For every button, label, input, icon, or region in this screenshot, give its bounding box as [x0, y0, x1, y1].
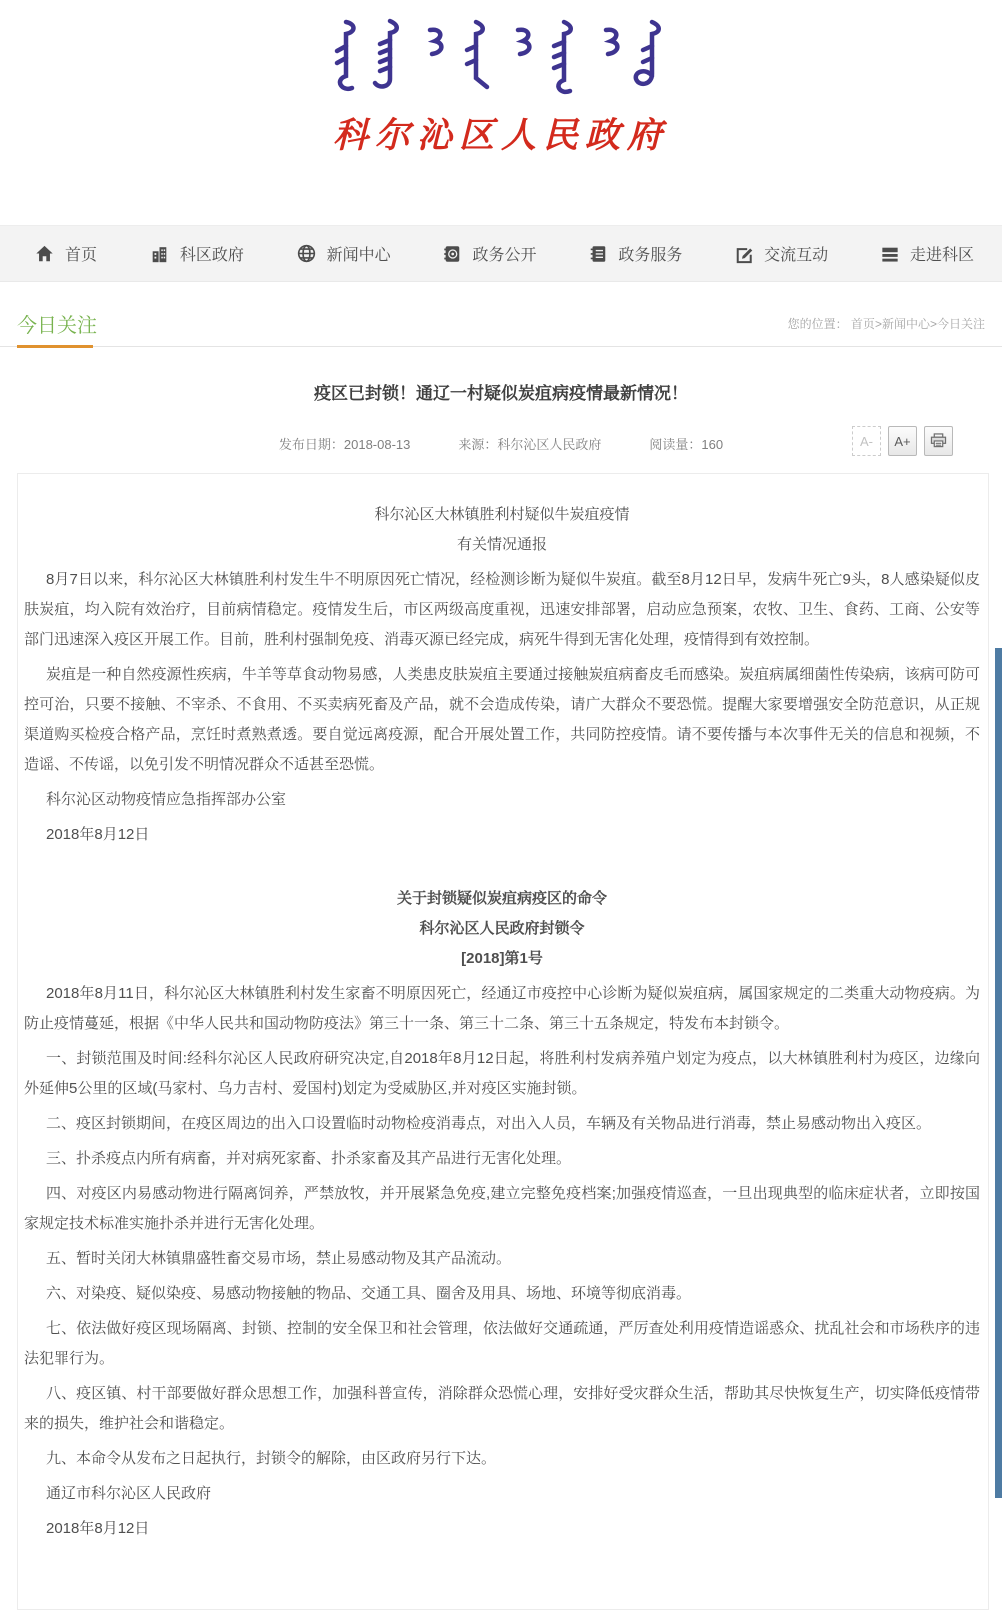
nav-item-news[interactable] — [296, 242, 391, 265]
nav-item-about[interactable] — [880, 242, 974, 265]
view-count: 阅读量：160 — [649, 437, 724, 452]
article-meta-row — [0, 424, 1002, 460]
order-date: 2018年8月12日 — [46, 1520, 150, 1537]
order-heading — [24, 884, 980, 974]
nav-item-label: 首页 — [65, 247, 98, 264]
notice-heading-line: 科尔沁区大林镇胜利村疑似牛炭疽疫情 — [374, 506, 630, 523]
order-signature: 通辽市科尔沁区人民政府 — [46, 1485, 212, 1502]
order-paragraph: 二、疫区封锁期间，在疫区周边的出入口设置临时动物检疫消毒点，对出入人员，车辆及有关物品进行消毒，禁止易感动物出入疫区。 — [46, 1115, 932, 1132]
notice-heading — [24, 500, 980, 560]
order-paragraph: 九、本命令从发布之日起执行，封锁令的解除，由区政府另行下达。 — [46, 1450, 497, 1467]
home-icon — [34, 244, 55, 264]
breadcrumb-news-center[interactable]: 新闻中心 — [881, 316, 930, 331]
nav-item-services[interactable] — [588, 242, 682, 265]
font-tools — [852, 426, 953, 456]
breadcrumb-today-focus[interactable]: 今日关注 — [936, 316, 985, 331]
order-paragraph: 七、依法做好疫区现场隔离、封锁、控制的安全保卫和社会管理，依法做好交通疏通，严厉查处利用疫情造谣惑众、扰乱社会和市场秩序的违法犯罪行为。 — [24, 1320, 980, 1367]
printer-icon — [930, 433, 947, 450]
order-heading-line: 关于封锁疑似炭疽病疫区的命令 — [396, 890, 607, 907]
order-paragraph: 六、对染疫、疑似染疫、易感动物接触的物品、交通工具、圈舍及用具、场地、环境等彻底消毒。 — [46, 1285, 692, 1302]
article-main — [0, 379, 1002, 1610]
order-paragraph: 三、扑杀疫点内所有病畜，并对病死家畜、扑杀家畜及其产品进行无害化处理。 — [46, 1150, 572, 1167]
government-building-icon — [149, 244, 170, 264]
print-button[interactable] — [924, 426, 953, 456]
order-paragraph: 八、疫区镇、村干部要做好群众思想工作，加强科普宣传，消除群众恐慌心理，安排好受灾群众生活，帮助其尽快恢复生产，切实降低疫情带来的损失，维护社会和谐稳定。 — [24, 1385, 980, 1432]
notebook-icon — [588, 244, 608, 264]
main-nav — [0, 225, 1002, 282]
breadcrumb-label: 您的位置： — [787, 316, 848, 331]
order-paragraph: 2018年8月11日，科尔沁区大林镇胜利村发生家畜不明原因死亡，经通辽市疫控中心诊断为疑似炭疽病，属国家规定的二类重大动物疫病。为防止疫情蔓延，根据《中华人民共和国动物防疫法》第三十一条、第三十二条、第三十五条规定，特发布本封锁令。 — [24, 985, 980, 1032]
edit-square-icon — [734, 244, 754, 264]
nav-item-label: 政务公开 — [472, 247, 537, 264]
order-heading-line: 科尔沁区人民政府封锁令 — [419, 920, 585, 937]
notice-paragraph: 8月7日以来，科尔沁区大林镇胜利村发生牛不明原因死亡情况，经检测诊断为疑似牛炭疽。截至8月12日早，发病牛死亡9头，8人感染疑似皮肤炭疽，均入院有效治疗，目前病情稳定。疫情发生后，市区两级高度重视，迅速安排部署，启动应急预案，农牧、卫生、食药、工商、公安等部门迅速深入疫区开展工作。目前，胜利村强制免疫、消毒灭源已经完成，病死牛得到无害化处理，疫情得到有效控制。 — [24, 571, 980, 648]
site-header — [0, 0, 1002, 225]
notice-paragraph: 炭疽是一种自然疫源性疾病，牛羊等草食动物易感，人类患皮肤炭疽主要通过接触炭疽病畜皮毛而感染。炭疽病属细菌性传染病，该病可防可控可治，只要不接触、不宰杀、不食用、不买卖病死畜及产品，就不会造成传染，请广大群众不要恐慌。提醒大家要增强安全防范意识，从正规渠道购买检疫合格产品，烹饪时煮熟煮透。要自觉远离疫源，配合开展处置工作，共同防控疫情。请不要传播与本次事件无关的信息和视频，不造谣、不传谣，以免引发不明情况群众不适甚至恐慌。 — [24, 666, 980, 773]
scrollbar-thumb[interactable] — [995, 648, 1002, 1498]
article-source: 来源：科尔沁区人民政府 — [458, 437, 602, 452]
globe-icon — [296, 243, 317, 264]
notice-heading-line: 有关情况通报 — [456, 536, 547, 553]
stack-icon — [880, 245, 900, 263]
publish-date: 发布日期：2018-08-13 — [278, 437, 411, 452]
order-heading-line: [2018]第1号 — [461, 950, 543, 967]
notice-date: 2018年8月12日 — [46, 826, 150, 843]
font-decrease-button[interactable]: A- — [852, 426, 881, 456]
notice-signature: 科尔沁区动物疫情应急指挥部办公室 — [46, 791, 287, 808]
section-underline — [17, 345, 93, 348]
order-paragraph: 四、对疫区内易感动物进行隔离饲养，严禁放牧，并开展紧急免疫,建立完整免疫档案;加强疫情巡查，一旦出现典型的临床症状者，立即按国家规定技术标准实施扑杀并进行无害化处理。 — [24, 1185, 980, 1232]
nav-item-label: 政务服务 — [618, 247, 683, 264]
address-book-icon — [442, 244, 462, 264]
breadcrumb-home[interactable]: 首页 — [850, 316, 875, 331]
section-title: 今日关注 — [17, 314, 97, 337]
breadcrumb-separator: > — [874, 316, 882, 331]
article-body — [17, 473, 989, 1610]
breadcrumb-separator: > — [929, 316, 937, 331]
nav-item-label: 走进科区 — [909, 247, 974, 264]
font-increase-button[interactable]: A+ — [888, 426, 917, 456]
nav-item-government[interactable] — [149, 242, 244, 265]
mongolian-script-logo — [326, 16, 676, 104]
nav-item-interaction[interactable] — [734, 242, 828, 265]
nav-item-label: 新闻中心 — [326, 247, 391, 264]
section-bar — [0, 300, 1002, 347]
order-paragraph: 五、暂时关闭大林镇鼎盛牲畜交易市场，禁止易感动物及其产品流动。 — [46, 1250, 512, 1267]
breadcrumb — [788, 315, 985, 332]
nav-item-home[interactable] — [34, 242, 97, 265]
nav-item-disclosure[interactable] — [442, 242, 536, 265]
site-title: 科尔沁区人民政府 — [332, 115, 669, 156]
article-title: 疫区已封锁！通辽一村疑似炭疽病疫情最新情况！ — [314, 384, 688, 403]
nav-item-label: 交流互动 — [764, 247, 829, 264]
order-paragraph: 一、封锁范围及时间:经科尔沁区人民政府研究决定,自2018年8月12日起，将胜利村发病养殖户划定为疫点，以大林镇胜利村为疫区，边缘向外延伸5公里的区域(马家村、乌力吉村、爱国村)划定为受威胁区,并对疫区实施封锁。 — [24, 1050, 980, 1097]
nav-item-label: 科区政府 — [179, 247, 244, 264]
